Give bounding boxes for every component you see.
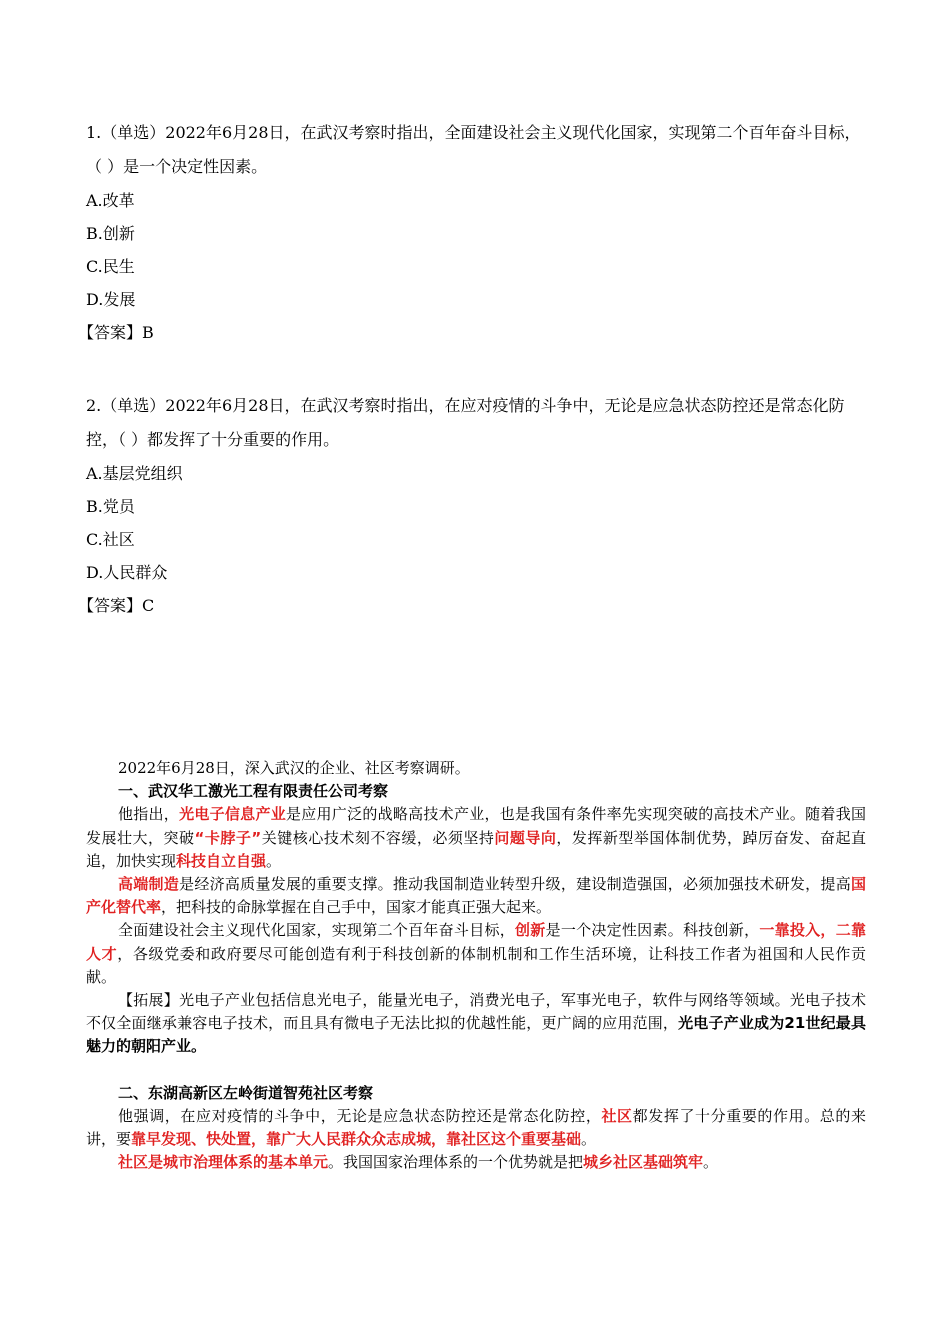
text: 是一个决定性因素。科技创新， bbox=[545, 921, 760, 940]
text: 都发挥了十分重要的作用。总的来讲，要 bbox=[86, 1106, 866, 1149]
highlight: 高端制造 bbox=[118, 875, 180, 894]
highlight: 社区 bbox=[601, 1106, 633, 1125]
text: 他强调，在应对疫情的斗争中，无论是应急状态防控还是常态化防控， bbox=[118, 1106, 602, 1125]
option-b: B.创新 bbox=[86, 224, 135, 243]
section-heading: 一、武汉华工激光工程有限责任公司考察 bbox=[118, 782, 389, 801]
study-summary bbox=[86, 757, 866, 1174]
option-d: D.发展 bbox=[86, 290, 136, 309]
paragraph bbox=[86, 919, 866, 989]
text: 关键核心技术刻不容缓，必须坚持 bbox=[261, 828, 495, 847]
paragraph bbox=[86, 989, 866, 1059]
question-1 bbox=[78, 116, 866, 349]
option-c: C.社区 bbox=[86, 530, 135, 549]
answer: 【答案】C bbox=[78, 596, 155, 615]
highlight: 问题导向 bbox=[494, 828, 557, 847]
text: 他指出， bbox=[118, 805, 180, 824]
paragraph bbox=[86, 803, 866, 873]
option-b: B.党员 bbox=[86, 497, 135, 516]
highlight: 光电子信息产业 bbox=[179, 805, 286, 824]
text: 。我国国家治理体系的一个优势就是把 bbox=[328, 1153, 584, 1172]
option-d: D.人民群众 bbox=[86, 563, 168, 582]
text: ，把科技的命脉掌握在自己手中，国家才能真正强大起来。 bbox=[161, 898, 552, 917]
question-stem: 2.（单选）2022年6月28日，在武汉考察时指出，在应对疫情的斗争中，无论是应急状态防控还是常态化防控，（ ）都发挥了十分重要的作用。 bbox=[86, 396, 845, 449]
highlight: “卡脖子” bbox=[194, 828, 262, 847]
text: 。 bbox=[266, 851, 282, 870]
paragraph bbox=[86, 1105, 866, 1151]
text: ，发挥新型举国体制优势，踔厉奋发、奋起直追，加快实现 bbox=[86, 828, 866, 870]
option-c: C.民生 bbox=[86, 257, 135, 276]
highlight: 城乡社区基础筑牢 bbox=[583, 1153, 704, 1172]
spacer bbox=[86, 1059, 866, 1082]
paragraph bbox=[86, 873, 866, 919]
highlight: 靠早发现、快处置，靠广大人民群众众志成城，靠社区这个重要基础 bbox=[131, 1130, 582, 1149]
text: 全面建设社会主义现代化国家，实现第二个百年奋斗目标， bbox=[118, 921, 516, 940]
option-a: A.基层党组织 bbox=[86, 464, 183, 483]
highlight: 国产化替代率 bbox=[86, 875, 866, 917]
text: 是应用广泛的战略高技术产业，也是我国有条件率先实现突破的高技术产业。随着我国发展壮大，突破 bbox=[86, 805, 866, 847]
text: 。 bbox=[703, 1153, 719, 1172]
highlight: 科技自立自强 bbox=[176, 851, 267, 870]
paragraph bbox=[86, 1151, 866, 1174]
highlight: 创新 bbox=[515, 921, 546, 940]
highlight: 一靠投入，二靠人才 bbox=[86, 921, 866, 963]
answer: 【答案】B bbox=[78, 323, 154, 342]
text: 【拓展】光电子产业包括信息光电子，能量光电子，消费光电子，军事光电子，软件与网络等领域。光电子技术不仅全面继承兼容电子技术，而且具有微电子无法比拟的优越性能，更广阔的应用范围， bbox=[86, 991, 866, 1033]
highlight: 社区是城市治理体系的基本单元 bbox=[118, 1153, 329, 1172]
text: 。 bbox=[581, 1130, 597, 1149]
text: 是经济高质量发展的重要支撑。推动我国制造业转型升级，建设制造强国，必须加强技术研发，提高 bbox=[179, 875, 851, 894]
summary-intro: 2022年6月28日，深入武汉的企业、社区考察调研。 bbox=[118, 759, 470, 777]
section-heading: 二、东湖高新区左岭街道智苑社区考察 bbox=[118, 1083, 374, 1102]
question-2 bbox=[78, 389, 866, 622]
text: ，各级党委和政府要尽可能创造有利于科技创新的体制机制和工作生活环境，让科技工作者为祖国和人民作贡献。 bbox=[86, 944, 866, 986]
question-stem: 1.（单选）2022年6月28日，在武汉考察时指出，全面建设社会主义现代化国家，实现第二个百年奋斗目标，（ ）是一个决定性因素。 bbox=[86, 123, 861, 176]
bold-text: 光电子产业成为21世纪最具魅力的朝阳产业。 bbox=[86, 1014, 866, 1056]
option-a: A.改革 bbox=[86, 191, 135, 210]
